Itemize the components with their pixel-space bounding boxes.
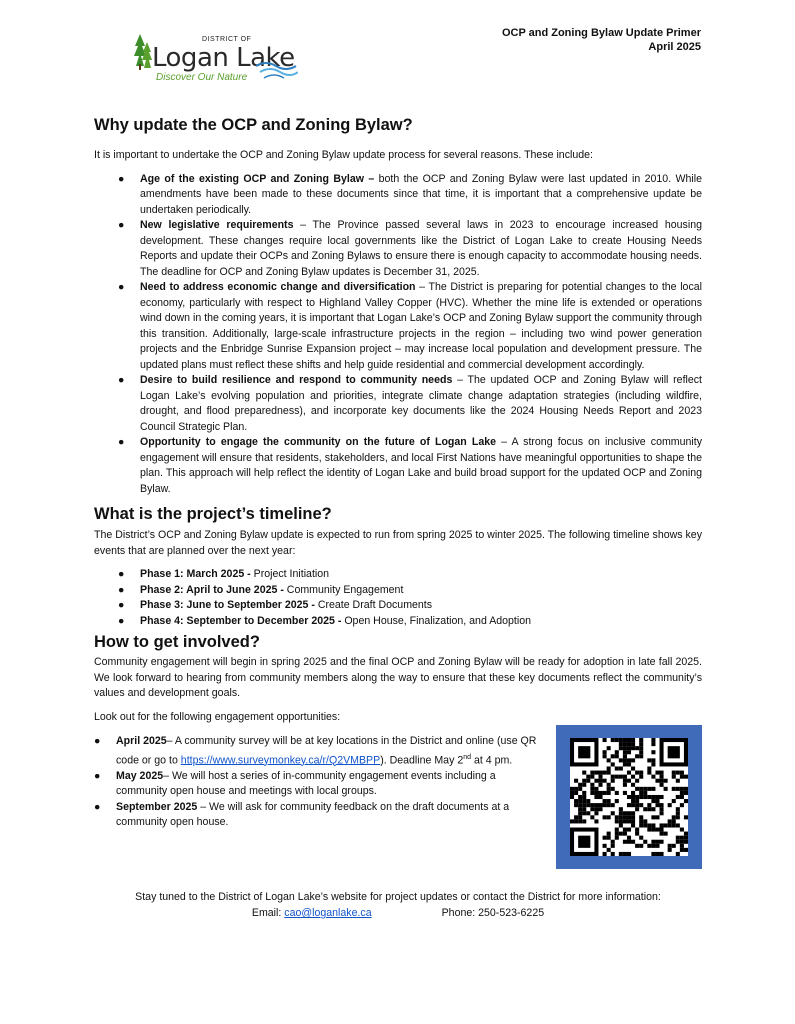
logo-tagline: Discover Our Nature <box>156 72 248 83</box>
document-header <box>502 26 701 54</box>
timeline-intro: The District’s OCP and Zoning Bylaw update is expected to run from spring 2025 to winter 2025. The following timeline shows key events that are planned over the next year: <box>94 529 702 557</box>
email-link[interactable]: cao@loganlake.ca <box>284 907 372 919</box>
logo-name: Logan Lake <box>152 43 295 73</box>
timeline-list <box>118 567 702 629</box>
phase-3: ● Phase 3: June to September 2025 - Create Draft Documents <box>118 599 433 611</box>
water-waves-icon <box>254 60 298 80</box>
engagement-list <box>94 734 548 831</box>
why-item-3: ● Need to address economic change and diversification – The District is preparing for potential changes to the local economy, particularly with respect to Highland Valley Copper (HVC). Whether the mine life is extended or operations wind down in the coming years, it is important that Logan Lake’s OCP and Zoning Bylaw support the community through this transition. Additionally, large-scale infrastructure projects in the region – including two wind power generation projects and the Enbridge Sunrise Expansion project – may increase local population and development pressure. The updated plans must reflect these shifts and help guide residential and commercial development accordingly. <box>118 281 702 371</box>
contact-line <box>94 905 702 921</box>
document-body <box>94 114 702 831</box>
survey-link[interactable]: https://www.surveymonkey.ca/r/Q2VMBPP <box>180 754 381 767</box>
engagement-september: ● September 2025 – We will ask for community feedback on the draft documents at a community open house. <box>94 800 510 829</box>
why-intro: It is important to undertake the OCP and Zoning Bylaw update process for several reasons. These include: <box>94 149 593 161</box>
survey-qr-code[interactable] <box>556 725 702 869</box>
logo-district-of: DISTRICT OF <box>202 36 252 43</box>
district-logo <box>134 30 304 84</box>
qr-code-icon <box>570 738 688 856</box>
why-list <box>118 172 703 498</box>
why-item-1: ● Age of the existing OCP and Zoning Bylaw – both the OCP and Zoning Bylaw were last updated in 2010. While amendments have been made to these documents since that time, it is important that a comprehensive update be undertaken periodically. <box>118 172 702 216</box>
engagement-april: ● April 2025– A community survey will be at key locations in the District and online (use QR code or go to https://www.surveymonkey.ca/r/Q2VMBPP). Deadline May 2nd at 4 pm. <box>94 735 537 767</box>
doc-date: April 2025 <box>648 41 701 53</box>
doc-title: OCP and Zoning Bylaw Update Primer <box>501 27 701 39</box>
phase-4: ● Phase 4: September to December 2025 - Open House, Finalization, and Adoption <box>118 614 532 627</box>
phone-text: Phone: 250-523-6225 <box>441 907 545 919</box>
engagement-may: ● May 2025– We will host a series of in-community engagement events including a community open house and meetings with local groups. <box>94 769 496 798</box>
tree-icon <box>134 34 152 70</box>
footer <box>94 889 702 921</box>
why-heading: Why update the OCP and Zoning Bylaw? <box>94 116 413 134</box>
footer-line: Stay tuned to the District of Logan Lake’s website for project updates or contact the District for more information: <box>135 891 661 903</box>
timeline-heading: What is the project’s timeline? <box>94 505 332 523</box>
email-label: Email: <box>251 907 285 919</box>
why-item-4: ● Desire to build resilience and respond to community needs – The updated OCP and Zoning Bylaw will reflect Logan Lake’s evolving population and priorities, integrate climate change adaptation strategies (including wildfire, drought, and flood preparedness), and incorporate key documents like the 2024 Housing Needs Report and 2023 Council Strategic Plan. <box>118 374 703 433</box>
why-item-2: ● New legislative requirements – The Province passed several laws in 2023 to encourage increased housing development. These changes require local governments like the District of Logan Lake to create Housing Needs Reports and update their OCPs and Zoning Bylaws to ensure there is enough capacity to accommodate housing needs. The deadline for OCP and Zoning Bylaw updates is December 31, 2025. <box>118 219 702 278</box>
involved-intro: Community engagement will begin in spring 2025 and the final OCP and Zoning Bylaw will be ready for adoption in late fall 2025. We look forward to hearing from community members along the way to ensure that these key documents reflect the community’s values and development goals. <box>94 656 702 699</box>
why-item-5: ● Opportunity to engage the community on the future of Logan Lake – A strong focus on inclusive community engagement will ensure that residents, stakeholders, and local First Nations have meaningful opportunities to shape the plan. This approach will help reflect the identity of Logan Lake and build broad support for the updated OCP and Zoning Bylaw. <box>118 436 702 495</box>
involved-heading: How to get involved? <box>94 633 260 651</box>
phase-1: ● Phase 1: March 2025 - Project Initiation <box>118 568 330 580</box>
phase-2: ● Phase 2: April to June 2025 - Community Engagement <box>118 583 404 596</box>
involved-lookout: Look out for the following engagement opportunities: <box>94 710 341 723</box>
